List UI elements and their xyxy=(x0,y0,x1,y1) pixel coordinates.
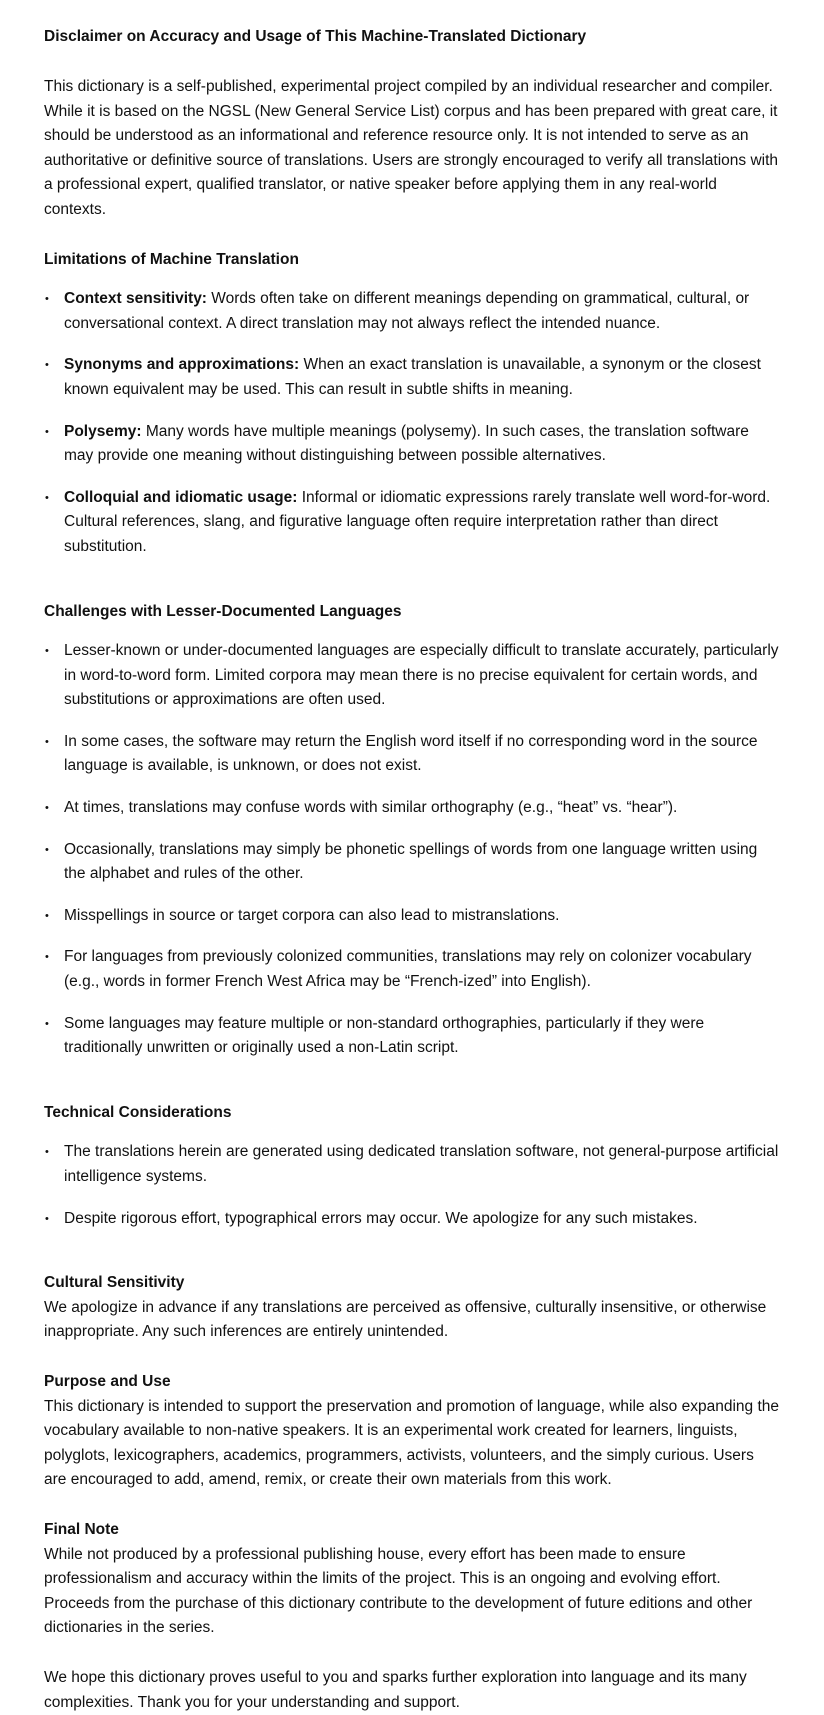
limitations-heading: Limitations of Machine Translation xyxy=(44,250,299,268)
closing-paragraph: We hope this dictionary proves useful to you and sparks further exploration into language and its many complexities. Thank you for your understanding and support. xyxy=(44,1668,747,1711)
item-term: Colloquial and idiomatic usage: xyxy=(64,488,298,506)
challenges-heading: Challenges with Lesser-Documented Languages xyxy=(44,602,402,620)
item-text: Words often take on different meanings depending on grammatical, cultural, or conversational context. A direct translation may not always reflect the intended nuance. xyxy=(64,290,750,332)
item-text: Many words have multiple meanings (polysemy). In such cases, the translation software may provide one meaning without distinguishing between possible alternatives. xyxy=(64,422,749,465)
list-item xyxy=(44,730,780,779)
bullet-icon: • xyxy=(45,645,49,658)
item-text: Informal or idiomatic expressions rarely translate well word-for-word. Cultural references, slang, and figurative language often require interpretation rather than direct substitution. xyxy=(64,488,771,555)
item-text: Lesser-known or under-documented languages are especially difficult to translate accurately, particularly in word-to-word form. Limited corpora may mean there is no precise equivalent for certain words, and substitutions or approximations are often used. xyxy=(64,642,779,709)
limitations-list xyxy=(44,287,780,559)
bullet-icon: • xyxy=(45,909,49,922)
intro-paragraph: This dictionary is a self-published, experimental project compiled by an individual researcher and compiler. While it is based on the NGSL (New General Service List) corpus and has been prepared with great care, it should be understood as an informational and reference resource only. It is not intended to serve as an authoritative or definitive source of translations. Users are strongly encouraged to verify all translations with a professional expert, qualified translator, or native speaker before applying them in any real-world contexts. xyxy=(44,78,779,218)
bullet-icon: • xyxy=(45,735,49,748)
item-text: When an exact translation is unavailable, a synonym or the closest known equivalent may be used. This can result in subtle shifts in meaning. xyxy=(64,356,761,398)
purpose-paragraph: This dictionary is intended to support the preservation and promotion of language, while also expanding the vocabulary available to non-native speakers. It is an experimental work created for learners, linguists, polyglots, lexicographers, academics, programmers, activists, volunteers, and the simply curious. Users are encouraged to add, amend, remix, or create their own materials from this work. xyxy=(44,1397,779,1489)
bullet-icon: • xyxy=(45,1017,49,1030)
list-item xyxy=(44,796,780,821)
item-text: Despite rigorous effort, typographical errors may occur. We apologize for any such mistakes. xyxy=(64,1209,698,1227)
list-item xyxy=(44,1012,780,1061)
bullet-icon: • xyxy=(45,491,49,504)
list-item xyxy=(44,486,780,560)
list-item xyxy=(44,639,780,713)
bullet-icon: • xyxy=(45,425,49,438)
item-text: Some languages may feature multiple or non-standard orthographies, particularly if they were traditionally unwritten or originally used a non-Latin script. xyxy=(64,1014,705,1057)
cultural-heading: Cultural Sensitivity xyxy=(44,1274,185,1292)
item-text: For languages from previously colonized communities, translations may rely on colonizer vocabulary (e.g., words in former French West Africa may be “French-ized” into English). xyxy=(64,948,752,991)
technical-list xyxy=(44,1140,780,1231)
item-term: Synonyms and approximations: xyxy=(64,356,300,374)
item-text: At times, translations may confuse words with similar orthography (e.g., “heat” vs. “hear”). xyxy=(64,799,678,817)
item-text: Occasionally, translations may simply be phonetic spellings of words from one language written using the alphabet and rules of the other. xyxy=(64,840,758,883)
item-term: Polysemy: xyxy=(64,422,142,440)
item-text: In some cases, the software may return the English word itself if no corresponding word in the source language is available, is unknown, or does not exist. xyxy=(64,732,758,775)
bullet-icon: • xyxy=(45,802,49,815)
item-term: Context sensitivity: xyxy=(64,290,207,308)
challenges-list xyxy=(44,639,780,1061)
final-note-heading: Final Note xyxy=(44,1520,119,1538)
bullet-icon: • xyxy=(45,359,49,372)
purpose-heading: Purpose and Use xyxy=(44,1372,171,1390)
bullet-icon: • xyxy=(45,843,49,856)
list-item xyxy=(44,904,780,929)
list-item xyxy=(44,945,780,994)
list-item xyxy=(44,353,780,402)
item-text: The translations herein are generated using dedicated translation software, not general-purpose artificial intelligence systems. xyxy=(64,1143,779,1185)
bullet-icon: • xyxy=(45,293,49,306)
cultural-paragraph: We apologize in advance if any translations are perceived as offensive, culturally insensitive, or otherwise inappropriate. Any such inferences are entirely unintended. xyxy=(44,1298,767,1341)
item-text: Misspellings in source or target corpora can also lead to mistranslations. xyxy=(64,906,560,924)
document-title: Disclaimer on Accuracy and Usage of This Machine-Translated Dictionary xyxy=(44,28,587,45)
list-item xyxy=(44,1140,780,1189)
technical-heading: Technical Considerations xyxy=(44,1103,232,1121)
list-item xyxy=(44,1207,780,1232)
list-item xyxy=(44,287,780,336)
bullet-icon: • xyxy=(45,1212,49,1225)
bullet-icon: • xyxy=(45,951,49,964)
bullet-icon: • xyxy=(45,1146,49,1159)
list-item xyxy=(44,420,780,469)
list-item xyxy=(44,838,780,887)
final-note-paragraph: While not produced by a professional publishing house, every effort has been made to ensure professionalism and accuracy within the limits of the project. This is an ongoing and evolving effort. Proceeds from the purchase of this dictionary contribute to the development of future editions and other dictionaries in the series. xyxy=(44,1545,753,1637)
